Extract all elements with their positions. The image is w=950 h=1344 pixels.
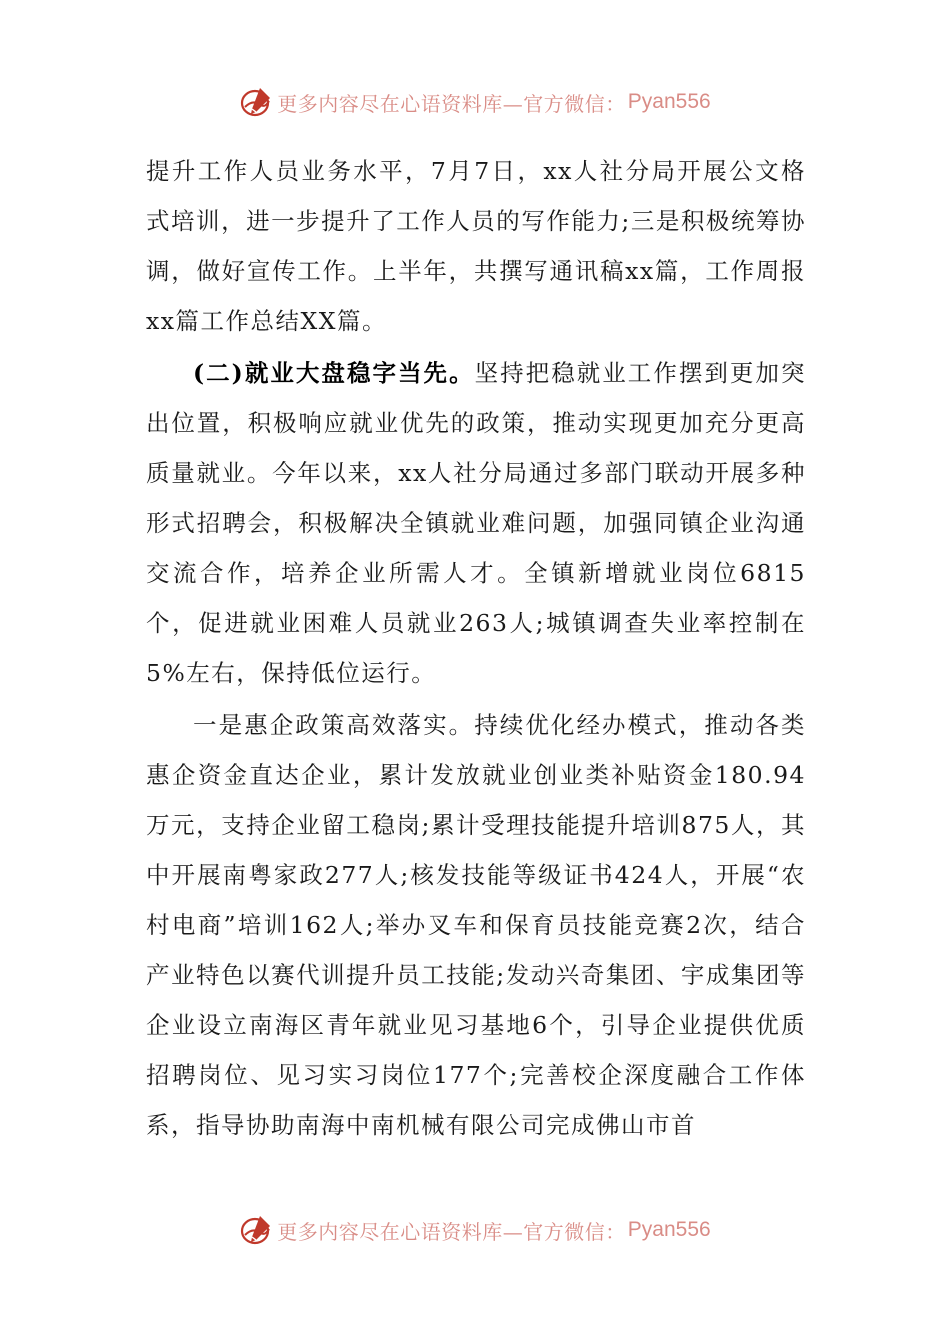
paragraph-1: 提升工作人员业务水平，7月7日，xx人社分局开展公文格式培训，进一步提升了工作人员的写作能力;三是积极统筹协调，做好宣传工作。上半年，共撰写通讯稿xx篇，工作周报xx篇工作总结XX篇。: [146, 157, 806, 335]
watermark-wechat-id: Pyan556: [627, 90, 711, 113]
watermark-text: 更多内容尽在心语资料库—官方微信：: [277, 91, 626, 116]
watermark-banner-bottom: [0, 1210, 950, 1250]
watermark-text: 更多内容尽在心语资料库—官方微信：: [277, 1219, 626, 1244]
watermark-banner-top: [0, 82, 950, 122]
paragraph-2: [146, 348, 806, 698]
pen-logo-icon: [239, 1213, 273, 1247]
section-heading: (二)就业大盘稳字当先。: [193, 359, 475, 387]
paragraph-3: 一是惠企政策高效落实。持续优化经办模式，推动各类惠企资金直达企业，累计发放就业创业类补贴资金180.94万元，支持企业留工稳岗;累计受理技能提升培训875人，其中开展南粤家政277人;核发技能等级证书424人，开展“农村电商”培训162人;举办叉车和保育员技能竞赛2次，结合产业特色以赛代训提升员工技能;发动兴奇集团、宇成集团等企业设立南海区青年就业见习基地6个，引导企业提供优质招聘岗位、见习实习岗位177个;完善校企深度融合工作体系，指导协助南海中南机械有限公司完成佛山市首: [146, 711, 806, 1139]
paragraph-2-body: 坚持把稳就业工作摆到更加突出位置，积极响应就业优先的政策，推动实现更加充分更高质量就业。今年以来，xx人社分局通过多部门联动开展多种形式招聘会，积极解决全镇就业难问题，加强同镇企业沟通交流合作，培养企业所需人才。全镇新增就业岗位6815个，促进就业困难人员就业263人;城镇调查失业率控制在5%左右，保持低位运行。: [146, 359, 806, 687]
watermark-wechat-id: Pyan556: [627, 1218, 711, 1241]
document-body: [146, 146, 806, 1150]
pen-logo-icon: [239, 85, 273, 119]
